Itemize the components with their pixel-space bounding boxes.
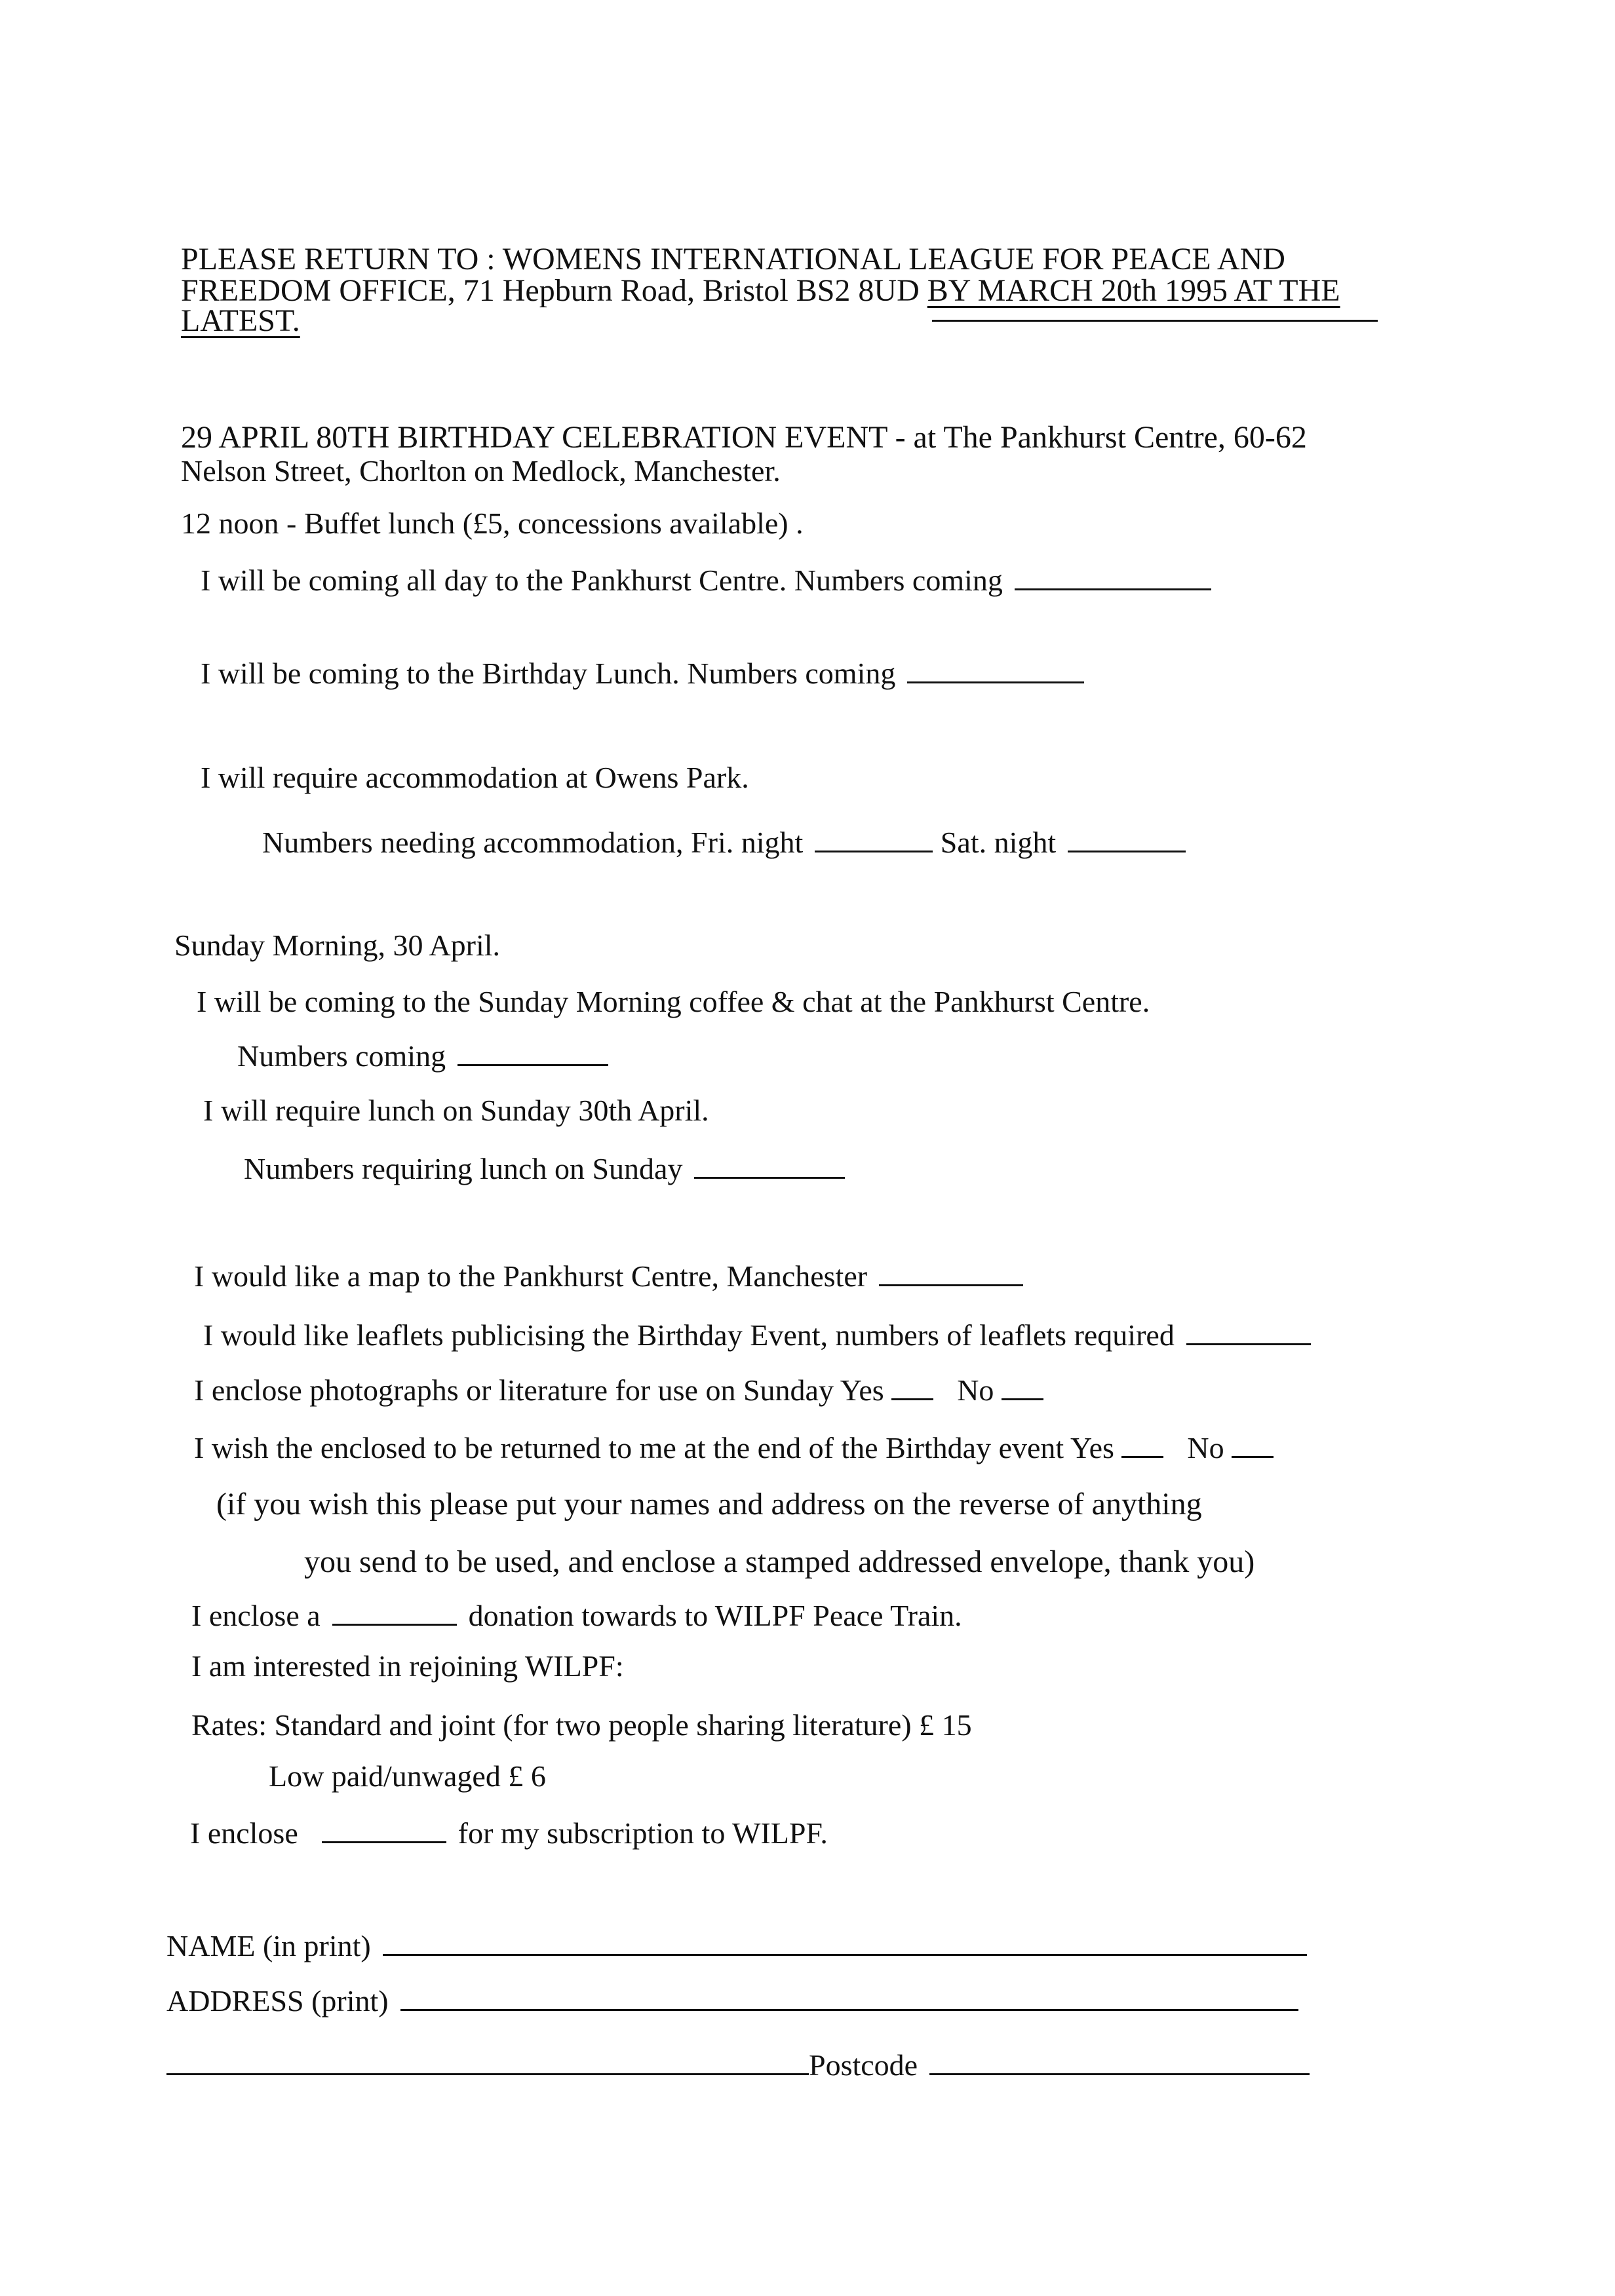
rates-standard-line: Rates: Standard and joint (for two people sharing literature) £ 15 <box>191 1708 972 1742</box>
return-address-line-3: LATEST. <box>181 303 300 338</box>
address-extra-field[interactable] <box>166 2047 809 2075</box>
leaflets-request-line: I would like leaflets publicising the Birthday Event, numbers of leaflets required <box>203 1317 1311 1350</box>
subscription-amount-field[interactable] <box>322 1815 446 1843</box>
address-field[interactable] <box>400 1983 1298 2011</box>
name-line: NAME (in print) <box>166 1928 1307 1961</box>
buffet-lunch-note: 12 noon - Buffet lunch (£5, concessions available) . <box>181 507 804 540</box>
all-day-line: I will be coming all day to the Pankhurst Centre. Numbers coming <box>201 562 1211 596</box>
subscription-line: I enclose for my subscription to WILPF. <box>190 1816 828 1850</box>
leaflets-number-field[interactable] <box>1186 1317 1311 1345</box>
photographs-no-field[interactable] <box>1002 1372 1043 1400</box>
name-field[interactable] <box>383 1928 1307 1956</box>
event-title: 29 APRIL 80TH BIRTHDAY CELEBRATION EVENT - at The Pankhurst Centre, 60-62 <box>181 420 1307 455</box>
rates-low-line: Low paid/unwaged £ 6 <box>269 1759 546 1793</box>
deadline-rule <box>932 320 1378 322</box>
donation-amount-field[interactable] <box>332 1598 457 1626</box>
sunday-numbers-lunch-field[interactable] <box>694 1151 845 1179</box>
photographs-yes-field[interactable] <box>891 1372 933 1400</box>
sunday-heading: Sunday Morning, 30 April. <box>174 928 501 962</box>
postcode-line: Postcode <box>166 2047 1310 2080</box>
deadline-text: BY MARCH 20th 1995 AT THE <box>927 273 1340 308</box>
sunday-numbers-coming-line: Numbers coming <box>237 1038 608 1071</box>
return-note-line-2: you send to be used, and enclose a stamped addressed envelope, thank you) <box>304 1544 1255 1579</box>
address-line: ADDRESS (print) <box>166 1983 1298 2016</box>
rejoin-line: I am interested in rejoining WILPF: <box>191 1649 624 1683</box>
return-yes-field[interactable] <box>1121 1430 1163 1458</box>
birthday-lunch-line: I will be coming to the Birthday Lunch. Numbers coming <box>201 655 1084 689</box>
return-enclosed-line: I wish the enclosed to be returned to me at the end of the Birthday event Yes No <box>194 1430 1274 1463</box>
event-venue: Nelson Street, Chorlton on Medlock, Manchester. <box>181 454 781 488</box>
sunday-require-lunch-line: I will require lunch on Sunday 30th April. <box>203 1094 709 1127</box>
sunday-numbers-coming-field[interactable] <box>457 1038 608 1066</box>
sunday-numbers-lunch-line: Numbers requiring lunch on Sunday <box>244 1151 845 1184</box>
photographs-line: I enclose photographs or literature for use on Sunday Yes No <box>194 1372 1043 1406</box>
map-request-field[interactable] <box>879 1258 1023 1286</box>
sat-night-field[interactable] <box>1068 824 1186 852</box>
accommodation-line: I will require accommodation at Owens Park. <box>201 761 749 794</box>
sunday-coffee-line: I will be coming to the Sunday Morning coffee & chat at the Pankhurst Centre. <box>197 985 1150 1018</box>
birthday-lunch-numbers-field[interactable] <box>907 655 1084 683</box>
postcode-field[interactable] <box>929 2047 1310 2075</box>
return-note-line-1: (if you wish this please put your names and address on the reverse of anything <box>216 1487 1202 1521</box>
return-address-line-1: PLEASE RETURN TO : WOMENS INTERNATIONAL LEAGUE FOR PEACE AND <box>181 242 1285 277</box>
map-request-line: I would like a map to the Pankhurst Centre, Manchester <box>194 1258 1023 1292</box>
return-no-field[interactable] <box>1232 1430 1274 1458</box>
accommodation-numbers-line: Numbers needing accommodation, Fri. night Sat. night <box>262 824 1186 858</box>
donation-line: I enclose a donation towards to WILPF Peace Train. <box>191 1599 962 1632</box>
return-address-line-2: FREEDOM OFFICE, 71 Hepburn Road, Bristol BS2 8UD BY MARCH 20th 1995 AT THE <box>181 273 1340 308</box>
fri-night-field[interactable] <box>815 824 933 852</box>
all-day-numbers-field[interactable] <box>1015 562 1211 590</box>
